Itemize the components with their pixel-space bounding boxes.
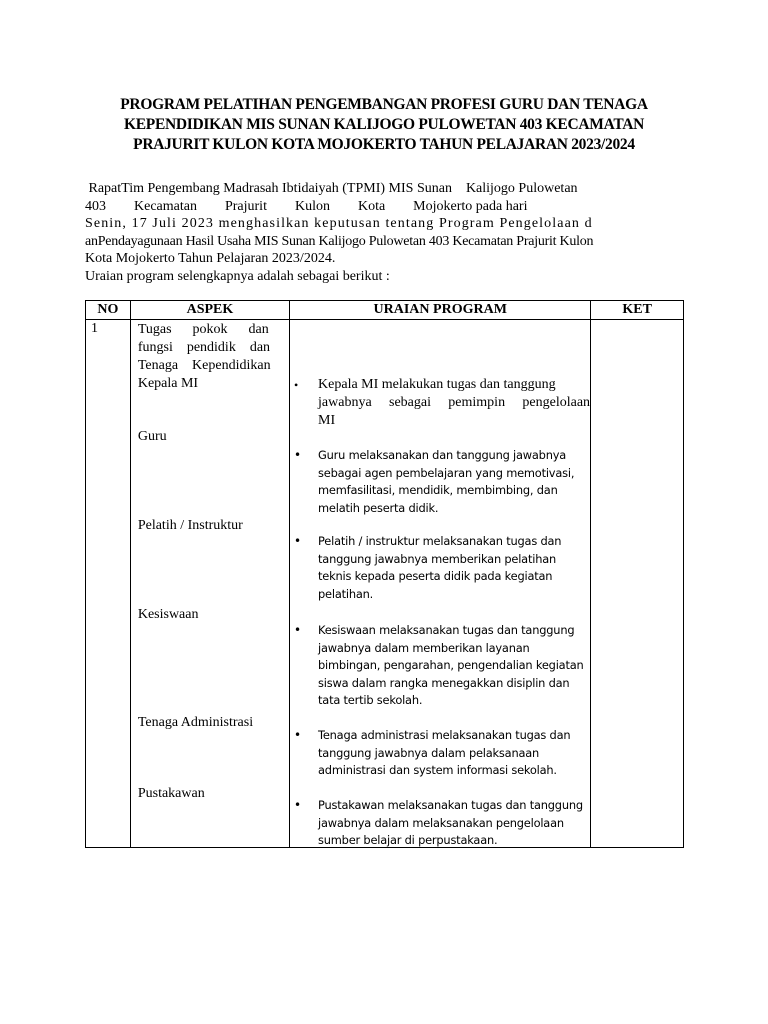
aspek-pustakawan: Pustakawan (137, 786, 205, 801)
aspek-guru: Guru (137, 429, 167, 444)
intro-line: Senin, 17 Juli 2023 menghasilkan keputusan tentang Program Pengelolaan d (85, 216, 593, 232)
uraian-line: Guru melaksanakan dan tanggung jawabnya (318, 448, 567, 462)
document-title (84, 95, 684, 155)
uraian-line: Kesiswaan melaksanakan tugas dan tanggung (318, 623, 575, 637)
bullet-icon: • (294, 623, 301, 637)
uraian-line: administrasi dan system informasi sekolah. (318, 763, 557, 778)
aspek-line: Tugas pokok dan (137, 322, 269, 337)
uraian-line: Tenaga administrasi melaksanakan tugas dan (318, 728, 571, 742)
header-no: NO (86, 301, 131, 320)
aspek-line: fungsi pendidik dan (137, 340, 271, 355)
row-number: 1 (91, 321, 98, 336)
table-row (86, 320, 684, 848)
uraian-line: Pustakawan melaksanakan tugas dan tanggung (318, 798, 583, 812)
intro-line: Kota Mojokerto Tahun Pelajaran 2023/2024. (85, 251, 336, 267)
uraian-line: jawabnya dalam memberikan layanan (318, 640, 530, 655)
aspek-kesiswaan: Kesiswaan (137, 607, 199, 622)
header-uraian-program: URAIAN PROGRAM (290, 301, 591, 320)
title-line: PROGRAM PELATIHAN PENGEMBANGAN PROFESI GURU DAN TENAGA (120, 96, 648, 113)
uraian-line: memfasilitasi, mendidik, membimbing, dan (318, 483, 558, 498)
header-ket: KET (591, 301, 684, 320)
aspek-tugas-pokok (138, 321, 283, 393)
uraian-line: sebagai agen pembelajaran yang memotivasi, (318, 465, 575, 480)
uraian-line: MI (318, 413, 336, 428)
cell-no (86, 320, 131, 848)
uraian-line: siswa dalam rangka menegakkan disiplin dan (318, 675, 570, 690)
bullet-icon: • (294, 798, 301, 812)
uraian-line: tanggung jawabnya memberikan pelatihan (318, 551, 557, 566)
uraian-line: jawabnya sebagai pemimpin pengelolaan (318, 395, 591, 410)
intro-line: anPendayagunaan Hasil Usaha MIS Sunan Kalijogo Pulowetan 403 Kecamatan Prajurit Kulon (85, 233, 594, 249)
program-table (85, 300, 684, 848)
intro-paragraph (85, 180, 684, 286)
aspek-pelatih: Pelatih / Instruktur (137, 518, 243, 533)
uraian-line: pelatihan. (318, 586, 374, 601)
uraian-line: jawabnya dalam melaksanakan pengelolaan (318, 815, 564, 830)
title-line: KEPENDIDIKAN MIS SUNAN KALIJOGO PULOWETAN 403 KECAMATAN (123, 116, 644, 133)
uraian-line: teknis kepada peserta didik pada kegiatan (318, 569, 553, 584)
header-aspek: ASPEK (130, 301, 289, 320)
uraian-line: tata tertib sekolah. (318, 693, 423, 708)
bullet-icon: • (294, 534, 301, 548)
bullet-icon: • (294, 448, 301, 462)
cell-uraian-program (290, 320, 591, 848)
aspek-line: Kepala MI (137, 376, 199, 391)
bullet-icon: • (294, 728, 301, 742)
title-line: PRAJURIT KULON KOTA MOJOKERTO TAHUN PELAJARAN 2023/2024 (133, 136, 635, 153)
aspek-tenaga-administrasi: Tenaga Administrasi (137, 715, 254, 730)
uraian-line: melatih peserta didik. (318, 500, 439, 515)
table-header-row (86, 301, 684, 320)
intro-line: Uraian program selengkapnya adalah sebagai berikut : (85, 268, 390, 284)
cell-ket (591, 320, 684, 848)
aspek-line: Tenaga Kependidikan (137, 358, 271, 373)
uraian-line: tanggung jawabnya dalam pelaksanaan (318, 745, 540, 760)
intro-line: RapatTim Pengembang Madrasah Ibtidaiyah (TPMI) MIS Sunan Kalijogo Pulowetan (85, 181, 578, 196)
uraian-line: Kepala MI melakukan tugas dan tanggung (318, 377, 556, 392)
uraian-line: sumber belajar di perpustakaan. (318, 833, 498, 848)
intro-line: 403 Kecamatan Prajurit Kulon Kota Mojokerto pada hari (85, 198, 528, 214)
cell-aspek (130, 320, 289, 848)
uraian-line: bimbingan, pengarahan, pengendalian kegiatan (318, 658, 584, 673)
bullet-icon: • (294, 378, 299, 392)
uraian-line: Pelatih / instruktur melaksanakan tugas dan (318, 534, 562, 548)
